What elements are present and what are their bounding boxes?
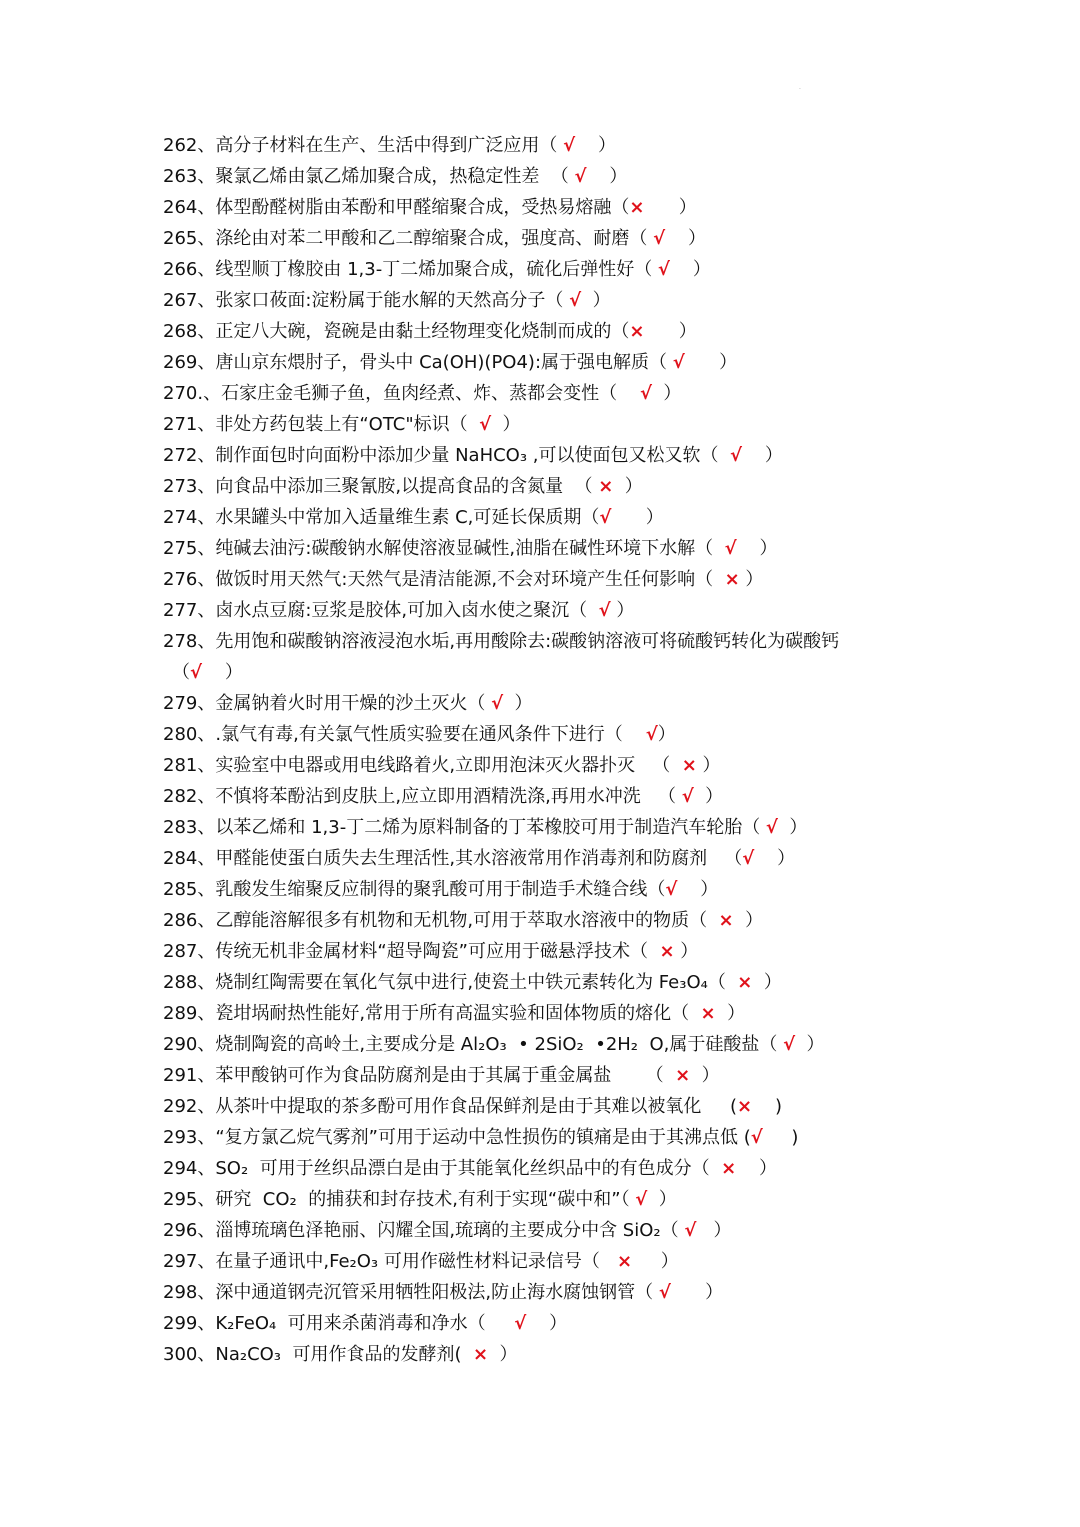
question-text: 294、SO₂ 可用于丝织品漂白是由于其能氧化丝织品中的有色成分（ — [163, 1158, 722, 1179]
closing-paren: ） — [586, 166, 628, 187]
question-line — [163, 630, 839, 654]
question-text: 266、线型顺丁橡胶由 1,3-丁二烯加聚合成，硫化后弹性好（ — [163, 259, 658, 280]
closing-paren: ） — [632, 1251, 679, 1272]
check-mark-icon: √ — [657, 259, 670, 280]
question-text: 284、甲醛能使蛋白质失去生理活性,其水溶液常用作消毒剂和防腐剂 （ — [163, 848, 743, 869]
question-text: 293、“复方氯乙烷气雾剂”可用于运动中急性损伤的镇痛是由于其沸点低 ( — [163, 1127, 751, 1148]
question-text: 286、乙醇能溶解很多有机物和无机物,可用于萃取水溶液中的物质（ — [163, 910, 719, 931]
check-mark-icon: √ — [765, 817, 778, 838]
check-mark-icon: √ — [190, 662, 203, 683]
closing-paren: ） — [665, 228, 706, 249]
check-mark-icon: √ — [672, 352, 685, 373]
question-line — [163, 444, 783, 468]
check-mark-icon: √ — [599, 507, 612, 528]
closing-paren: ) — [762, 1127, 799, 1148]
question-text: 297、在量子通讯中,Fe₂O₃ 可用作磁性材料记录信号（ — [163, 1251, 618, 1272]
question-line — [163, 785, 723, 809]
closing-paren: ） — [611, 507, 664, 528]
check-mark-icon: √ — [514, 1313, 527, 1334]
question-line — [163, 1033, 825, 1057]
cross-mark-icon: × — [736, 1096, 753, 1117]
question-text: 300、Na₂CO₃ 可用作食品的发酵剂( — [163, 1344, 473, 1365]
closing-paren: ） — [526, 1313, 568, 1334]
question-line — [163, 475, 643, 499]
question-line — [163, 599, 634, 623]
question-text: （ — [172, 662, 190, 683]
cross-mark-icon: × — [617, 1251, 633, 1272]
closing-paren: ） — [677, 879, 719, 900]
question-text: 287、传统无机非金属材料“超导陶瓷”可应用于磁悬浮技术（ — [163, 941, 660, 962]
closing-paren: ） — [752, 972, 782, 993]
closing-paren: ） — [741, 445, 783, 466]
question-line — [163, 1188, 677, 1212]
closing-paren: ） — [754, 848, 796, 869]
cross-mark-icon: × — [721, 1158, 737, 1179]
question-text: 289、瓷坩埚耐热性能好,常用于所有高温实验和固体物质的熔化（ — [163, 1003, 701, 1024]
question-text: 264、体型酚醛树脂由苯酚和甲醛缩聚合成，受热易熔融（ — [163, 197, 630, 218]
question-text: 296、淄博琉璃色泽艳丽、闪耀全国,琉璃的主要成分中含 SiO₂（ — [163, 1220, 685, 1241]
closing-paren: ） — [736, 538, 778, 559]
check-mark-icon: √ — [598, 600, 611, 621]
question-line — [163, 165, 627, 189]
question-text: 270.、石家庄金毛狮子鱼，鱼肉经煮、炸、蒸都会变性（ — [163, 383, 640, 404]
closing-paren: ） — [696, 755, 721, 776]
closing-paren: ） — [657, 724, 676, 745]
check-mark-icon: √ — [658, 1282, 671, 1303]
question-text: 281、实验室中电器或用电线路着火,立即用泡沫灭火器扑灭 （ — [163, 755, 682, 776]
question-text: 262、高分子材料在生产、生活中得到广泛应用（ — [163, 135, 564, 156]
question-text: 285、乳酸发生缩聚反应制得的聚乳酸可用于制造手术缝合线（ — [163, 879, 666, 900]
cross-mark-icon: × — [472, 1344, 489, 1365]
closing-paren: ） — [674, 941, 699, 962]
question-line — [163, 227, 706, 251]
closing-paren: ） — [733, 910, 764, 931]
cross-mark-icon: × — [629, 197, 645, 218]
question-text: 299、K₂FeO₄ 可用来杀菌消毒和净水（ — [163, 1313, 515, 1334]
check-mark-icon: √ — [724, 538, 737, 559]
check-mark-icon: √ — [569, 290, 582, 311]
question-line — [163, 537, 778, 561]
cross-mark-icon: × — [718, 910, 734, 931]
question-text: 275、纯碱去油污:碳酸钠水解使溶液显碱性,油脂在碱性环境下水解（ — [163, 538, 725, 559]
check-mark-icon: √ — [665, 879, 678, 900]
question-text: 274、水果罐头中常加入适量维生素 C,可延长保质期（ — [163, 507, 600, 528]
closing-paren: ） — [670, 1282, 724, 1303]
check-mark-icon: √ — [645, 724, 658, 745]
question-line — [163, 1343, 517, 1367]
question-line — [163, 1064, 720, 1088]
cross-mark-icon: × — [659, 941, 675, 962]
question-text: 268、正定八大碗，瓷碗是由黏土经物理变化烧制而成的（ — [163, 321, 630, 342]
question-line — [163, 258, 711, 282]
question-line — [163, 1219, 732, 1243]
closing-paren: ） — [684, 352, 738, 373]
question-text: 277、卤水点豆腐:豆浆是胶体,可加入卤水使之聚沉（ — [163, 600, 599, 621]
question-line — [163, 816, 807, 840]
cross-mark-icon: × — [629, 321, 645, 342]
closing-paren: ） — [739, 569, 764, 590]
check-mark-icon: √ — [491, 693, 504, 714]
question-text: 295、研究 CO₂ 的捕获和封存技术,有利于实现“碳中和”（ — [163, 1189, 636, 1210]
question-line — [163, 382, 681, 406]
question-line — [163, 971, 782, 995]
question-text: 278、先用饱和碳酸钠溶液浸泡水垢,再用酸除去:碳酸钠溶液可将硫酸钙转化为碳酸钙 — [163, 631, 840, 652]
question-text: 263、聚氯乙烯由氯乙烯加聚合成，热稳定性差 （ — [163, 166, 575, 187]
question-text: 269、唐山京东煨肘子，骨头中 Ca(OH)(PO4):属于强电解质（ — [163, 352, 673, 373]
check-mark-icon: √ — [783, 1034, 796, 1055]
question-line — [163, 940, 698, 964]
question-line — [163, 754, 721, 778]
closing-paren: ） — [651, 383, 682, 404]
check-mark-icon: √ — [729, 445, 742, 466]
question-line — [163, 1250, 679, 1274]
question-text: 290、烧制陶瓷的高岭土,主要成分是 Al₂O₃ • 2SiO₂ •2H₂ O,属于硅酸盐（ — [163, 1034, 784, 1055]
question-text: 291、苯甲酸钠可作为食品防腐剂是由于其属于重金属盐 （ — [163, 1065, 676, 1086]
closing-paren: ） — [795, 1034, 825, 1055]
closing-paren: ） — [644, 321, 697, 342]
question-text: 265、涤纶由对苯二甲酸和乙二醇缩聚合成，强度高、耐磨（ — [163, 228, 654, 249]
question-line — [163, 1002, 745, 1026]
question-text: 280、.氯气有毒,有关氯气性质实验要在通风条件下进行（ — [163, 724, 646, 745]
cross-mark-icon: × — [675, 1065, 691, 1086]
question-line — [163, 847, 795, 871]
check-mark-icon: √ — [563, 135, 576, 156]
question-line — [163, 909, 763, 933]
closing-paren: ） — [581, 290, 611, 311]
closing-paren: ） — [644, 197, 697, 218]
question-line — [163, 1126, 798, 1150]
cross-mark-icon: × — [737, 972, 753, 993]
question-text: 279、金属钠着火时用干燥的沙土灭火（ — [163, 693, 492, 714]
header-mark: · — [799, 86, 801, 93]
check-mark-icon: √ — [684, 1220, 697, 1241]
closing-paren: ） — [690, 1065, 720, 1086]
check-mark-icon: √ — [653, 228, 666, 249]
question-text: 276、做饭时用天然气:天然气是清洁能源,不会对环境产生任何影响（ — [163, 569, 725, 590]
question-line — [163, 506, 664, 530]
closing-paren: ） — [575, 135, 616, 156]
closing-paren: ） — [693, 786, 724, 807]
closing-paren: ） — [202, 662, 243, 683]
question-line — [163, 413, 521, 437]
closing-paren: ） — [715, 1003, 746, 1024]
closing-paren: ） — [488, 1344, 518, 1365]
cross-mark-icon: × — [700, 1003, 716, 1024]
cross-mark-icon: × — [681, 755, 697, 776]
question-line — [163, 289, 611, 313]
check-mark-icon: √ — [681, 786, 694, 807]
check-mark-icon: √ — [750, 1127, 763, 1148]
question-line — [163, 320, 697, 344]
closing-paren: ） — [669, 259, 711, 280]
question-text: 267、张家口莜面:淀粉属于能水解的天然高分子（ — [163, 290, 570, 311]
question-line — [163, 568, 763, 592]
closing-paren: ） — [777, 817, 808, 838]
question-line — [163, 878, 718, 902]
closing-paren: ） — [696, 1220, 732, 1241]
question-line — [163, 723, 676, 747]
check-mark-icon: √ — [639, 383, 652, 404]
question-text: 272、制作面包时向面粉中添加少量 NaHCO₃ ,可以使面包又松又软（ — [163, 445, 730, 466]
question-line — [163, 692, 533, 716]
question-line — [163, 1095, 782, 1119]
check-mark-icon: √ — [479, 414, 492, 435]
question-text: 288、烧制红陶需要在氧化气氛中进行,使瓷土中铁元素转化为 Fe₃O₄（ — [163, 972, 738, 993]
question-line — [163, 1157, 777, 1181]
question-text: 282、不慎将苯酚沾到皮肤上,应立即用酒精洗涤,再用水冲洗 （ — [163, 786, 682, 807]
question-text: 283、以苯乙烯和 1,3-丁二烯为原料制备的丁苯橡胶可用于制造汽车轮胎（ — [163, 817, 766, 838]
check-mark-icon: √ — [635, 1189, 648, 1210]
question-line — [163, 1281, 723, 1305]
closing-paren: ） — [736, 1158, 778, 1179]
question-continuation — [172, 661, 243, 685]
cross-mark-icon: × — [598, 476, 614, 497]
question-text: 298、深中通道钢壳沉管采用牺牲阳极法,防止海水腐蚀钢管（ — [163, 1282, 659, 1303]
question-text: 273、向食品中添加三聚氰胺,以提高食品的含氮量 （ — [163, 476, 599, 497]
closing-paren: ） — [610, 600, 635, 621]
check-mark-icon: √ — [574, 166, 587, 187]
closing-paren: ） — [647, 1189, 677, 1210]
question-line — [163, 196, 697, 220]
closing-paren: ） — [503, 693, 533, 714]
question-line — [163, 134, 616, 158]
closing-paren: ） — [491, 414, 521, 435]
closing-paren: ） — [613, 476, 643, 497]
question-line — [163, 1312, 567, 1336]
question-line — [163, 351, 737, 375]
check-mark-icon: √ — [742, 848, 755, 869]
question-text: 292、从茶叶中提取的茶多酚可用作食品保鲜剂是由于其难以被氧化 ( — [163, 1096, 737, 1117]
closing-paren: ) — [752, 1096, 782, 1117]
cross-mark-icon: × — [724, 569, 740, 590]
question-text: 271、非处方药包装上有“OTC"标识（ — [163, 414, 480, 435]
